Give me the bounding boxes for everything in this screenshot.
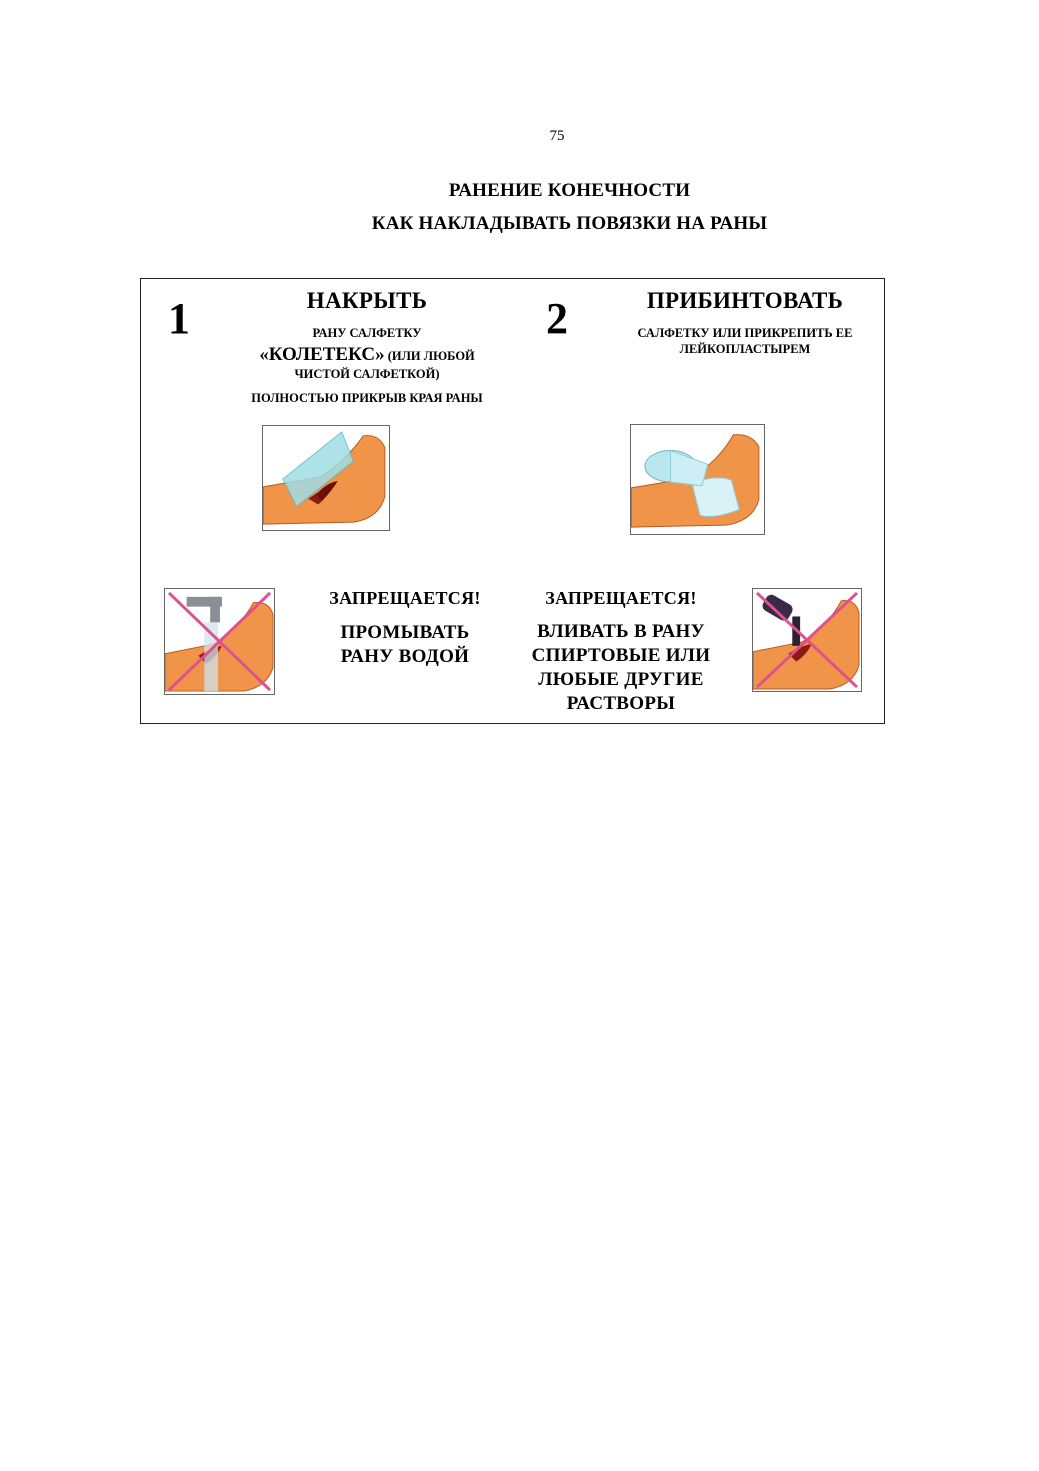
step1-brand-note: (ИЛИ ЛЮБОЙ <box>387 349 475 363</box>
warning2-line2: СПИРТОВЫЕ ИЛИ <box>531 645 711 666</box>
step2-number: 2 <box>546 294 568 343</box>
step1-line4: ПОЛНОСТЬЮ ПРИКРЫВ КРАЯ РАНЫ <box>251 391 483 405</box>
page-number: 75 <box>549 128 565 144</box>
step1-number: 1 <box>168 294 190 343</box>
warning2-title: ЗАПРЕЩАЕТСЯ! <box>545 588 697 608</box>
washing-wound-forbidden-illustration <box>164 588 275 695</box>
step1-line3: ЧИСТОЙ САЛФЕТКОЙ) <box>294 367 440 381</box>
step1-heading: НАКРЫТЬ <box>306 288 428 313</box>
warning2-line4: РАСТВОРЫ <box>566 693 676 714</box>
warning1-line1: ПРОМЫВАТЬ <box>340 622 470 643</box>
napkin-on-wound-illustration <box>262 425 390 531</box>
pouring-solution-forbidden-illustration <box>752 588 862 692</box>
step2-line2: ЛЕЙКОПЛАСТЫРЕМ <box>679 342 811 356</box>
warning1-line2: РАНУ ВОДОЙ <box>340 646 470 667</box>
step2-heading: ПРИБИНТОВАТЬ <box>646 288 844 313</box>
page-subtitle: КАК НАКЛАДЫВАТЬ ПОВЯЗКИ НА РАНЫ <box>371 213 768 234</box>
warning1-title: ЗАПРЕЩАЕТСЯ! <box>329 588 481 608</box>
step1-line1: РАНУ САЛФЕТКУ <box>312 326 422 340</box>
step2-line1: САЛФЕТКУ ИЛИ ПРИКРЕПИТЬ ЕЕ <box>637 326 853 340</box>
page-title: РАНЕНИЕ КОНЕЧНОСТИ <box>448 180 691 201</box>
warning2-line1: ВЛИВАТЬ В РАНУ <box>537 621 705 642</box>
step1-brand: «КОЛЕТЕКС» <box>259 344 385 365</box>
warning2-line3: ЛЮБЫЕ ДРУГИЕ <box>538 669 704 690</box>
step1-brand-line <box>232 345 502 366</box>
bandage-applied-illustration <box>630 424 765 535</box>
